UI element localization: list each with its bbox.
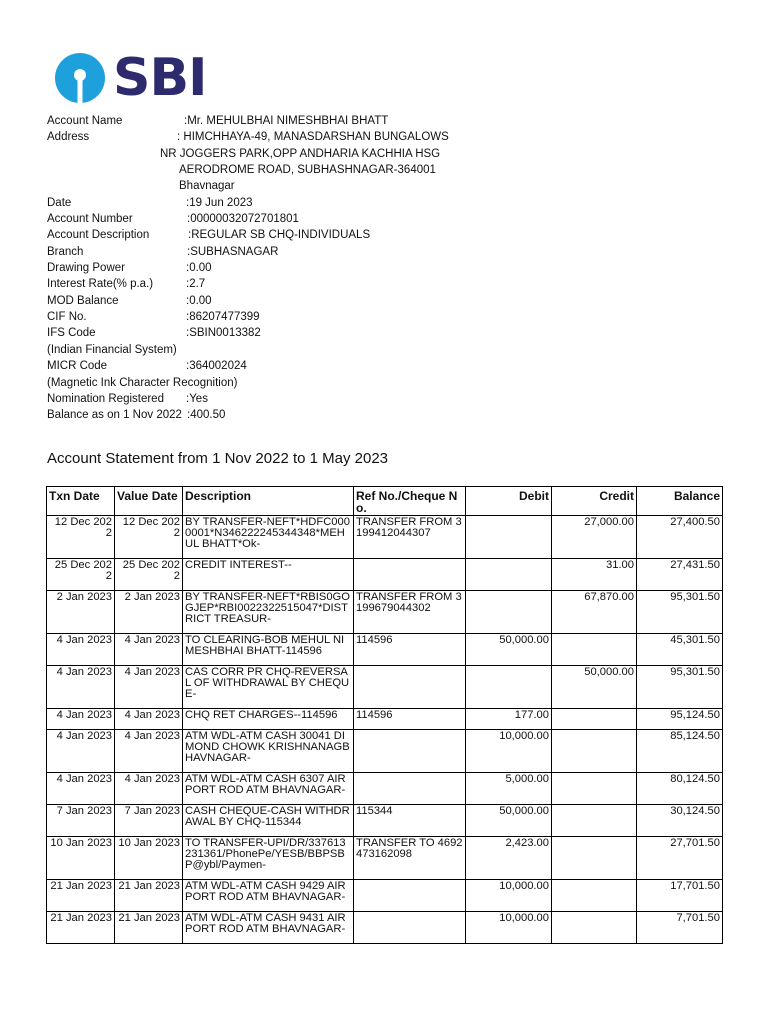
ref-no-cell: TRANSFER FROM 3199412044307 bbox=[354, 516, 466, 559]
column-header: Ref No./Cheque No. bbox=[354, 487, 466, 516]
txn-date-cell: 10 Jan 2023 bbox=[47, 837, 115, 880]
description-cell: BY TRANSFER-NEFT*HDFC0000001*N346222245344348*MEHUL BHATT*Ok- bbox=[183, 516, 354, 559]
txn-date-cell: 12 Dec 2022 bbox=[47, 516, 115, 559]
debit-cell: 10,000.00 bbox=[466, 880, 552, 912]
txn-date-cell: 21 Jan 2023 bbox=[47, 880, 115, 912]
table-row bbox=[47, 516, 723, 559]
ref-no-cell: TRANSFER TO 4692473162098 bbox=[354, 837, 466, 880]
info-value: :400.50 bbox=[187, 409, 226, 422]
info-label: IFS Code bbox=[47, 327, 96, 340]
debit-cell: 10,000.00 bbox=[466, 912, 552, 944]
balance-cell: 17,701.50 bbox=[637, 880, 723, 912]
info-label: CIF No. bbox=[47, 311, 87, 324]
credit-cell: 27,000.00 bbox=[552, 516, 637, 559]
statement-table bbox=[46, 486, 723, 944]
credit-cell: 67,870.00 bbox=[552, 591, 637, 634]
description-cell: BY TRANSFER-NEFT*RBIS0GOGJEP*RBI0022322515047*DISTRICT TREASUR- bbox=[183, 591, 354, 634]
info-label: Date bbox=[47, 196, 72, 209]
ref-no-cell: 115344 bbox=[354, 805, 466, 837]
credit-cell bbox=[552, 709, 637, 730]
info-value: :00000032072701801 bbox=[187, 213, 299, 226]
info-value: :86207477399 bbox=[186, 311, 260, 324]
value-date-cell: 4 Jan 2023 bbox=[115, 730, 183, 773]
credit-cell bbox=[552, 912, 637, 944]
description-cell: CAS CORR PR CHQ-REVERSAL OF WITHDRAWAL BY CHEQUE- bbox=[183, 666, 354, 709]
value-date-cell: 25 Dec 2022 bbox=[115, 559, 183, 591]
balance-cell: 7,701.50 bbox=[637, 912, 723, 944]
value-date-cell: 2 Jan 2023 bbox=[115, 591, 183, 634]
table-row bbox=[47, 666, 723, 709]
debit-cell: 50,000.00 bbox=[466, 634, 552, 666]
ref-no-cell bbox=[354, 773, 466, 805]
balance-cell: 27,400.50 bbox=[637, 516, 723, 559]
table-row bbox=[47, 912, 723, 944]
description-cell: CASH CHEQUE-CASH WITHDRAWAL BY CHQ-115344 bbox=[183, 805, 354, 837]
debit-cell bbox=[466, 516, 552, 559]
column-header: Description bbox=[183, 487, 354, 516]
info-value: :SUBHASNAGAR bbox=[187, 245, 279, 258]
ref-no-cell bbox=[354, 880, 466, 912]
txn-date-cell: 4 Jan 2023 bbox=[47, 634, 115, 666]
ref-no-cell: TRANSFER FROM 3199679044302 bbox=[354, 591, 466, 634]
txn-date-cell: 7 Jan 2023 bbox=[47, 805, 115, 837]
debit-cell bbox=[466, 666, 552, 709]
balance-cell: 45,301.50 bbox=[637, 634, 723, 666]
table-row bbox=[47, 773, 723, 805]
column-header: Txn Date bbox=[47, 487, 115, 516]
balance-cell: 95,124.50 bbox=[637, 709, 723, 730]
table-row bbox=[47, 805, 723, 837]
value-date-cell: 21 Jan 2023 bbox=[115, 912, 183, 944]
debit-cell: 5,000.00 bbox=[466, 773, 552, 805]
credit-cell bbox=[552, 634, 637, 666]
sbi-emblem-icon bbox=[55, 53, 105, 103]
balance-cell: 85,124.50 bbox=[637, 730, 723, 773]
ref-no-cell: 114596 bbox=[354, 634, 466, 666]
column-header: Debit bbox=[466, 487, 552, 516]
statement-title: Account Statement from 1 Nov 2022 to 1 May 2023 bbox=[47, 450, 389, 467]
table-row bbox=[47, 880, 723, 912]
ref-no-cell bbox=[354, 730, 466, 773]
txn-date-cell: 4 Jan 2023 bbox=[47, 730, 115, 773]
info-label: Interest Rate(% p.a.) bbox=[47, 278, 154, 291]
info-label: Account Description bbox=[47, 229, 150, 242]
txn-date-cell: 2 Jan 2023 bbox=[47, 591, 115, 634]
table-row bbox=[47, 709, 723, 730]
description-cell: ATM WDL-ATM CASH 9429 AIRPORT ROD ATM BHAVNAGAR- bbox=[183, 880, 354, 912]
value-date-cell: 10 Jan 2023 bbox=[115, 837, 183, 880]
info-label: Nomination Registered bbox=[47, 392, 164, 405]
info-value: :REGULAR SB CHQ-INDIVIDUALS bbox=[188, 229, 371, 242]
info-label: Branch bbox=[47, 245, 84, 258]
debit-cell: 177.00 bbox=[466, 709, 552, 730]
balance-cell: 95,301.50 bbox=[637, 666, 723, 709]
credit-cell bbox=[552, 773, 637, 805]
ref-no-cell bbox=[354, 666, 466, 709]
info-value: :0.00 bbox=[186, 294, 212, 307]
balance-cell: 95,301.50 bbox=[637, 591, 723, 634]
table-body bbox=[47, 516, 723, 944]
value-date-cell: 4 Jan 2023 bbox=[115, 634, 183, 666]
txn-date-cell: 4 Jan 2023 bbox=[47, 709, 115, 730]
info-label: (Indian Financial System) bbox=[47, 343, 177, 356]
bank-name: SBI bbox=[113, 48, 207, 108]
info-label: Account Number bbox=[47, 213, 133, 226]
credit-cell bbox=[552, 837, 637, 880]
credit-cell: 31.00 bbox=[552, 559, 637, 591]
credit-cell bbox=[552, 730, 637, 773]
info-label: MOD Balance bbox=[47, 294, 119, 307]
info-value: :Mr. MEHULBHAI NIMESHBHAI BHATT bbox=[184, 115, 389, 127]
info-value: :2.7 bbox=[186, 278, 206, 291]
description-cell: TO TRANSFER-UPI/DR/337613231361/PhonePe/YESB/BBPSBP@ybl/Paymen- bbox=[183, 837, 354, 880]
debit-cell: 10,000.00 bbox=[466, 730, 552, 773]
debit-cell bbox=[466, 559, 552, 591]
info-label: Account Name bbox=[47, 115, 123, 127]
credit-cell bbox=[552, 880, 637, 912]
value-date-cell: 4 Jan 2023 bbox=[115, 773, 183, 805]
info-value: :364002024 bbox=[186, 360, 247, 373]
description-cell: CHQ RET CHARGES--114596 bbox=[183, 709, 354, 730]
info-label: Drawing Power bbox=[47, 262, 125, 275]
info-value: : HIMCHHAYA-49, MANASDARSHAN BUNGALOWS bbox=[177, 131, 449, 144]
balance-cell: 80,124.50 bbox=[637, 773, 723, 805]
column-header: Value Date bbox=[115, 487, 183, 516]
table-row bbox=[47, 837, 723, 880]
table-row bbox=[47, 591, 723, 634]
balance-cell: 30,124.50 bbox=[637, 805, 723, 837]
value-date-cell: 21 Jan 2023 bbox=[115, 880, 183, 912]
value-date-cell: 4 Jan 2023 bbox=[115, 666, 183, 709]
table-row bbox=[47, 559, 723, 591]
description-cell: ATM WDL-ATM CASH 30041 DIMOND CHOWK KRISHNANAGBHAVNAGAR- bbox=[183, 730, 354, 773]
table-header-row bbox=[47, 487, 723, 516]
value-date-cell: 4 Jan 2023 bbox=[115, 709, 183, 730]
table-row bbox=[47, 730, 723, 773]
txn-date-cell: 21 Jan 2023 bbox=[47, 912, 115, 944]
info-label: (Magnetic Ink Character Recognition) bbox=[47, 376, 238, 389]
value-date-cell: 12 Dec 2022 bbox=[115, 516, 183, 559]
info-label: Address bbox=[47, 131, 90, 144]
ref-no-cell bbox=[354, 912, 466, 944]
txn-date-cell: 4 Jan 2023 bbox=[47, 666, 115, 709]
table-row bbox=[47, 634, 723, 666]
txn-date-cell: 25 Dec 2022 bbox=[47, 559, 115, 591]
description-cell: CREDIT INTEREST-- bbox=[183, 559, 354, 591]
description-cell: ATM WDL-ATM CASH 9431 AIRPORT ROD ATM BHAVNAGAR- bbox=[183, 912, 354, 944]
ref-no-cell: 114596 bbox=[354, 709, 466, 730]
balance-cell: 27,701.50 bbox=[637, 837, 723, 880]
description-cell: TO CLEARING-BOB MEHUL NIMESHBHAI BHATT-114596 bbox=[183, 634, 354, 666]
info-value: :19 Jun 2023 bbox=[186, 196, 253, 209]
debit-cell bbox=[466, 591, 552, 634]
info-label: Balance as on 1 Nov 2022 bbox=[47, 409, 182, 422]
info-value: :0.00 bbox=[186, 262, 212, 275]
credit-cell bbox=[552, 805, 637, 837]
info-value: NR JOGGERS PARK,OPP ANDHARIA KACHHIA HSG bbox=[160, 147, 441, 160]
value-date-cell: 7 Jan 2023 bbox=[115, 805, 183, 837]
description-cell: ATM WDL-ATM CASH 6307 AIRPORT ROD ATM BHAVNAGAR- bbox=[183, 773, 354, 805]
info-value: AERODROME ROAD, SUBHASHNAGAR-364001 bbox=[179, 164, 436, 177]
column-header: Balance bbox=[637, 487, 723, 516]
info-value: Bhavnagar bbox=[179, 180, 235, 193]
info-value: :SBIN0013382 bbox=[186, 327, 261, 340]
sbi-logo bbox=[55, 48, 207, 108]
info-label: MICR Code bbox=[47, 360, 108, 373]
credit-cell: 50,000.00 bbox=[552, 666, 637, 709]
txn-date-cell: 4 Jan 2023 bbox=[47, 773, 115, 805]
debit-cell: 2,423.00 bbox=[466, 837, 552, 880]
balance-cell: 27,431.50 bbox=[637, 559, 723, 591]
info-value: :Yes bbox=[186, 392, 208, 405]
ref-no-cell bbox=[354, 559, 466, 591]
debit-cell: 50,000.00 bbox=[466, 805, 552, 837]
column-header: Credit bbox=[552, 487, 637, 516]
